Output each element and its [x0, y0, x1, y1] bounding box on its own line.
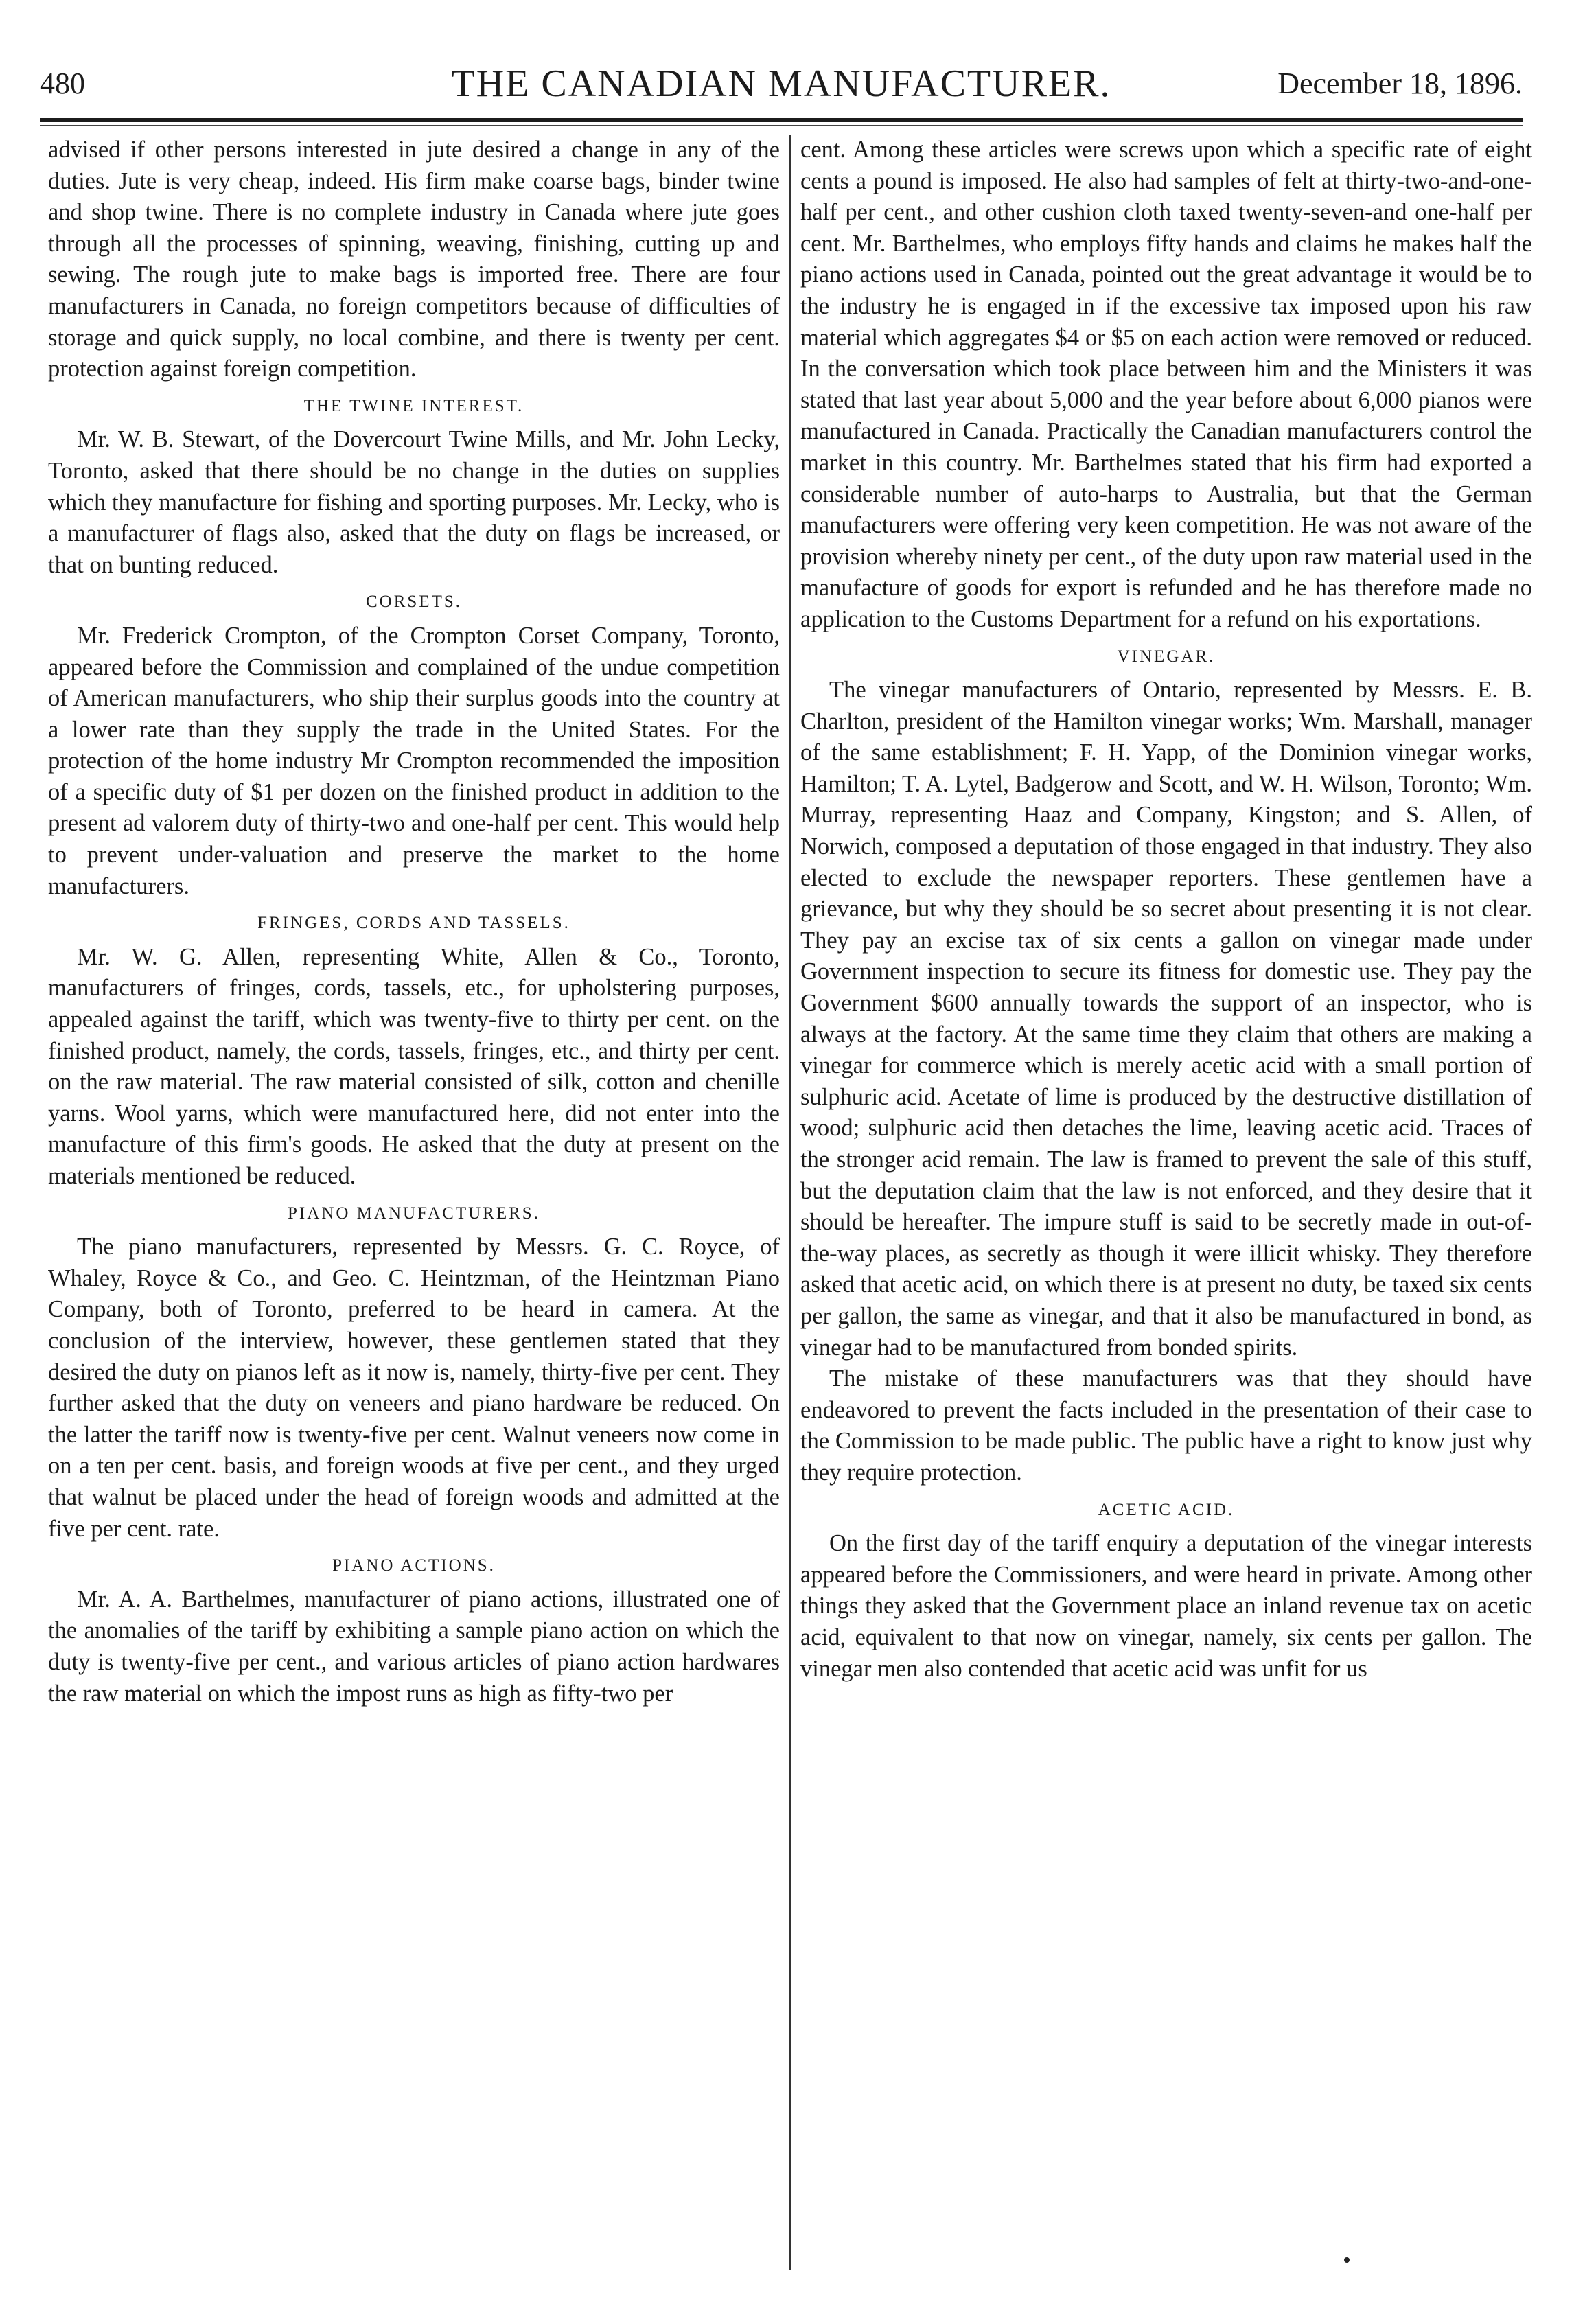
issue-date: December 18, 1896. [1277, 67, 1523, 100]
article-paragraph-piano-actions: Mr. A. A. Barthelmes, manufacturer of piano actions, illustrated one of the anomalies of the tariff by exhibiting a sample piano action on which the duty is twenty-five per cent., and various articles of piano action hardwares the raw material on which the impost runs as high as fifty-two per [48, 1586, 780, 1707]
page-number: 480 [40, 67, 85, 100]
masthead-rule-thin [40, 125, 1523, 126]
article-paragraph-jute: advised if other persons interested in jute desired a change in any of the duties. Jute is very cheap, indeed. His firm make coarse bags, binder twine and shop twine. There is no complete industry in Canada where jute goes through all the processes of spinning, weaving, finishing, cutting up and sewing. The rough jute to make bags is imported free. There are four manufacturers in Canada, no foreign competitors because of difficulties of storage and quick supply, no local combine, and there is twenty per cent. protection against foreign competition. [48, 137, 780, 382]
section-heading-vinegar: VINEGAR. [1117, 647, 1216, 666]
section-heading-piano-actions: PIANO ACTIONS. [332, 1556, 496, 1575]
article-paragraph-acetic-acid: On the first day of the tariff enquiry a deputation of the vinegar interests appeared before the Commissioners, and were heard in private. Among other things they asked that the Government place an inland revenue tax on acetic acid, equivalent to that now on vinegar, namely, six cents per gallon. The vinegar men also contended that acetic acid was unfit for us [800, 1530, 1532, 1682]
section-heading-acetic-acid: ACETIC ACID. [1098, 1500, 1235, 1519]
article-paragraph-twine: Mr. W. B. Stewart, of the Dovercourt Twine Mills, and Mr. John Lecky, Toronto, asked that there should be no change in the duties on supplies which they manufacture for fishing and sporting purposes. Mr. Lecky, who is a manufacturer of flags also, asked that the duty on flags be increased, or that on bunting reduced. [48, 426, 780, 578]
article-paragraph-vinegar: The vinegar manufacturers of Ontario, represented by Messrs. E. B. Charlton, president of the Hamilton vinegar works; Wm. Marshall, manager of the same establishment; F. H. Yapp, of the Dominion vinegar works, Hamilton; T. A. Lytel, Badgerow and Scott, and W. H. Wilson, Toronto; Wm. Murray, representing Haaz and Company, Kingston; and S. Allen, of Norwich, composed a deputation of those engaged in that industry. They also elected to exclude the newspaper reporters. These gentlemen have a grievance, but why they should be so secret about presenting it is not clear. They pay an excise tax of six cents a gallon on vinegar made under Government inspection to secure its fitness for domestic use. They pay the Government $600 annually towards the support of an inspector, who is always at the factory. At the same time they claim that others are making a vinegar for commerce which is merely acetic acid with a small portion of sulphuric acid. Acetate of lime is produced by the destructive distillation of wood; sulphuric acid then detaches the lime, leaving acetic acid. Traces of the stronger acid remain. The law is framed to prevent the sale of this stuff, but the deputation claim that the law is not enforced, and they desire that it should be hereafter. The impure stuff is said to be secretly made in out-of-the-way places, as secretly as though it were illicit whisky. They therefore asked that acetic acid, on which there is at present no duty, be taxed six cents per gallon, the same as vinegar, and that it also be manufactured in bond, as vinegar had to be manufactured from bonded spirits. [800, 677, 1532, 1361]
print-speck [1344, 2257, 1350, 2263]
publication-title: THE CANADIAN MANUFACTURER. [451, 62, 1111, 105]
column-divider [789, 135, 791, 2270]
article-paragraph-piano: The piano manufacturers, represented by Messrs. G. C. Royce, of Whaley, Royce & Co., and Geo. C. Heintzman, of the Heintzman Piano Company, both of Toronto, preferred to be heard in camera. At the conclusion of the interview, however, these gentlemen stated that they desired the duty on pianos left as it now is, namely, thirty-five per cent. They further asked that the duty on veneers and piano hardware be reduced. On the latter the tariff now is twenty-five per cent. Walnut veneers now come in on a ten per cent. basis, and foreign woods at five per cent., and they urged that walnut be placed under the head of foreign woods and admitted at the five per cent. rate. [48, 1234, 780, 1542]
section-heading-twine: THE TWINE INTEREST. [303, 396, 524, 415]
section-heading-fringes: FRINGES, CORDS AND TASSELS. [257, 914, 570, 933]
masthead [40, 62, 1523, 114]
masthead-rule [40, 118, 1523, 122]
article-paragraph-fringes: Mr. W. G. Allen, representing White, Allen & Co., Toronto, manufacturers of fringes, cords, tassels, etc., for upholstering purposes, appealed against the tariff, which was twenty-five to thirty per cent. on the finished product, namely, the cords, tassels, fringes, etc., and thirty per cent. on the raw material. The raw material consisted of silk, cotton and chenille yarns. Wool yarns, which were manufactured here, did not enter into the manufacture of this firm's goods. He asked that the duty at present on the materials mentioned be reduced. [48, 943, 780, 1189]
article-paragraph-piano-actions-continued: cent. Among these articles were screws upon which a specific rate of eight cents a pound is imposed. He also had samples of felt at thirty-two-and-one-half per cent., and other cushion cloth taxed twenty-seven-and one-half per cent. Mr. Barthelmes, who employs fifty hands and claims he makes half the piano actions used in Canada, pointed out the great advantage it would be to the industry he is engaged in if the excessive tax imposed upon his raw material which aggregates $4 or $5 on each action were removed or reduced. In the conversation which took place between him and the Ministers it was stated that last year about 5,000 and the year before about 6,000 pianos were manufactured in Canada. Practically the Canadian manufacturers control the market in this country. Mr. Barthelmes stated that his firm had exported a considerable number of auto-harps to Australia, but that the German manufacturers were offering very keen competition. He was not aware of the provision whereby ninety per cent., of the duty upon raw material used in the manufacture of goods for export is refunded and he has therefore made no application to the Customs Department for a refund on his exportations. [800, 137, 1532, 632]
right-column [800, 135, 1532, 2276]
left-column [48, 135, 780, 2276]
section-heading-piano-manufacturers: PIANO MANUFACTURERS. [288, 1203, 540, 1223]
article-paragraph-mistake: The mistake of these manufacturers was that they should have endeavored to prevent the facts included in the presentation of their case to the Commission to be made public. The public have a right to know just why they require protection. [800, 1365, 1532, 1486]
section-heading-corsets: CORSETS. [365, 592, 462, 612]
article-paragraph-corsets: Mr. Frederick Crompton, of the Crompton Corset Company, Toronto, appeared before the Commission and complained of the undue competition of American manufacturers, who ship their surplus goods into the country at a lower rate than they supply the trade in the United States. For the protection of the home industry Mr Crompton recommended the imposition of a specific duty of $1 per dozen on the finished product in addition to the present ad valorem duty of thirty-two and one-half per cent. This would help to prevent under-valuation and preserve the market to the home manufacturers. [48, 622, 780, 899]
